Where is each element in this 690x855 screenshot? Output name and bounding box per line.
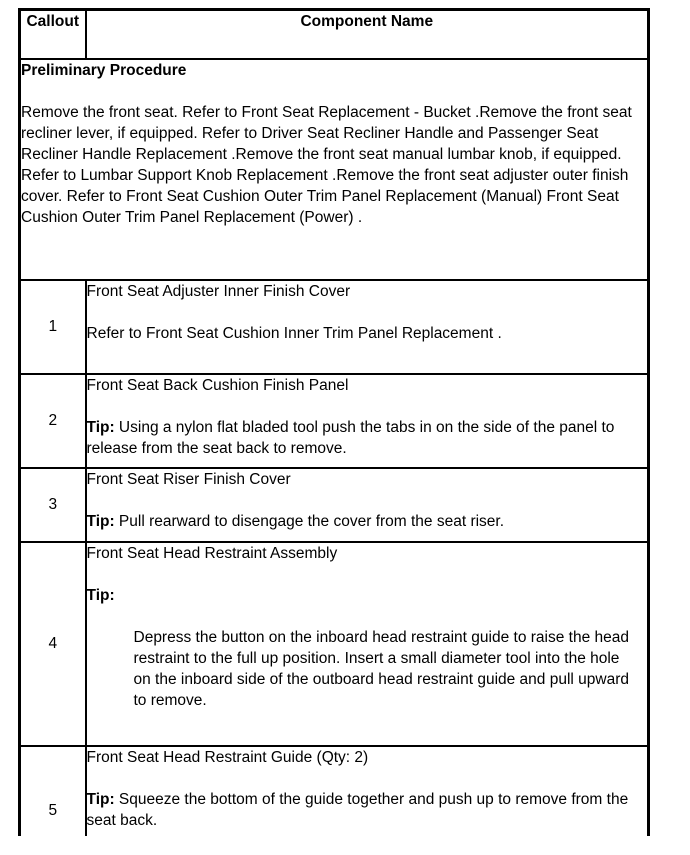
component-cell <box>86 374 649 468</box>
spacer <box>21 81 647 102</box>
spacer <box>87 564 648 585</box>
component-tip-detail: Depress the button on the inboard head restraint guide to raise the head restraint to the full up position. Insert a small diameter tool into the hole on the inboard side of the outboard head restraint guide and pull upward to remove. <box>133 628 629 709</box>
spacer <box>87 768 648 789</box>
component-cell <box>86 468 649 542</box>
component-tip: Tip: Using a nylon flat bladed tool push the tabs in on the side of the panel to release from the seat back to remove. <box>86 418 615 457</box>
tip-label: Tip: <box>86 512 115 530</box>
component-note: Refer to Front Seat Cushion Inner Trim Panel Replacement . <box>86 324 502 342</box>
callout-number: 3 <box>20 468 86 542</box>
callout-number: 4 <box>20 542 86 746</box>
callout-number: 1 <box>20 280 86 374</box>
component-title: Front Seat Head Restraint Guide (Qty: 2) <box>86 748 369 766</box>
component-rows <box>20 280 649 837</box>
component-tip: Tip: Pull rearward to disengage the cover from the seat riser. <box>86 512 505 530</box>
component-cell <box>86 542 649 746</box>
component-cell <box>86 280 649 374</box>
tip-label: Tip: <box>86 418 115 436</box>
preliminary-procedure-cell <box>20 59 649 280</box>
component-tip: Tip: Squeeze the bottom of the guide together and push up to remove from the seat back. <box>86 790 629 829</box>
table-row <box>20 468 649 542</box>
table-row <box>20 746 649 837</box>
table-row <box>20 280 649 374</box>
component-cell <box>86 746 649 837</box>
spacer <box>87 302 648 323</box>
table-row <box>20 374 649 468</box>
component-title: Front Seat Riser Finish Cover <box>86 470 291 488</box>
component-tip <box>87 585 648 606</box>
callout-number: 5 <box>20 746 86 837</box>
spacer <box>87 396 648 417</box>
component-title: Front Seat Back Cushion Finish Panel <box>86 376 349 394</box>
table-header-row <box>20 10 649 59</box>
preliminary-procedure-title: Preliminary Procedure <box>21 61 187 79</box>
callout-column-header: Callout <box>20 10 86 59</box>
component-title: Front Seat Head Restraint Assembly <box>86 544 338 562</box>
tip-label: Tip: <box>86 790 115 808</box>
preliminary-procedure-row <box>20 59 649 280</box>
component-title: Front Seat Adjuster Inner Finish Cover <box>86 282 351 300</box>
callout-number: 2 <box>20 374 86 468</box>
preliminary-procedure-body: Remove the front seat. Refer to Front Seat Replacement - Bucket .Remove the front seat recliner lever, if equipped. Refer to Driver Seat Recliner Handle and Passenger Seat Recliner Handle Replacement .Remove the front seat manual lumbar knob, if equipped. Refer to Lumbar Support Knob Replacement .Remove the front seat adjuster outer finish cover. Refer to Front Seat Cushion Outer Trim Panel Replacement (Manual) Front Seat Cushion Outer Trim Panel Replacement (Power) . <box>21 103 632 226</box>
table-row <box>20 542 649 746</box>
spacer <box>87 490 648 511</box>
component-name-column-header: Component Name <box>86 10 649 59</box>
tip-label: Tip: <box>86 586 115 604</box>
component-table <box>18 8 650 836</box>
